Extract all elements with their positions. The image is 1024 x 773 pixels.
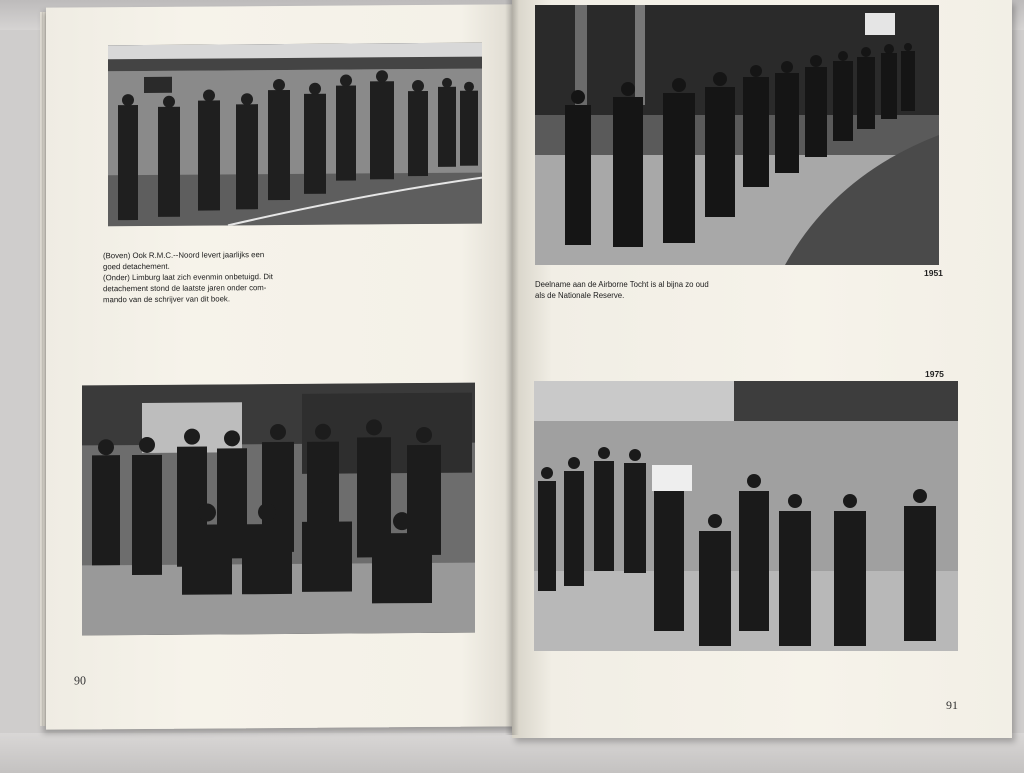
caption-line: als de Nationale Reserve. [535,291,625,300]
photo-marching-soldiers [108,43,482,227]
year-label-1975: 1975 [925,369,944,379]
caption-line: mando van de schrijver van dit boek. [103,294,230,305]
caption-line: detachement stond de laatste jaren onder com- [103,283,267,294]
left-caption [103,249,303,305]
left-page [46,4,518,729]
right-caption [535,279,755,301]
photo-group-soldiers [82,383,475,636]
photo-march-1951 [535,5,939,265]
caption-line: (Onder) Limburg laat zich evenmin onbetuigd. Dit [103,272,273,283]
caption-line: goed detachement. [103,261,170,272]
right-page [512,0,1012,738]
caption-line: Deelname aan de Airborne Tocht is al bijna zo oud [535,280,709,289]
year-label-1951: 1951 [924,268,943,278]
book-gutter [505,0,519,735]
page-number-right: 91 [946,698,958,712]
caption-line: (Boven) Ook R.M.C.--Noord levert jaarlijks een [103,250,265,261]
photo-march-1975 [534,381,958,651]
page-number-left: 90 [74,673,86,688]
background-bottom [0,733,1024,773]
